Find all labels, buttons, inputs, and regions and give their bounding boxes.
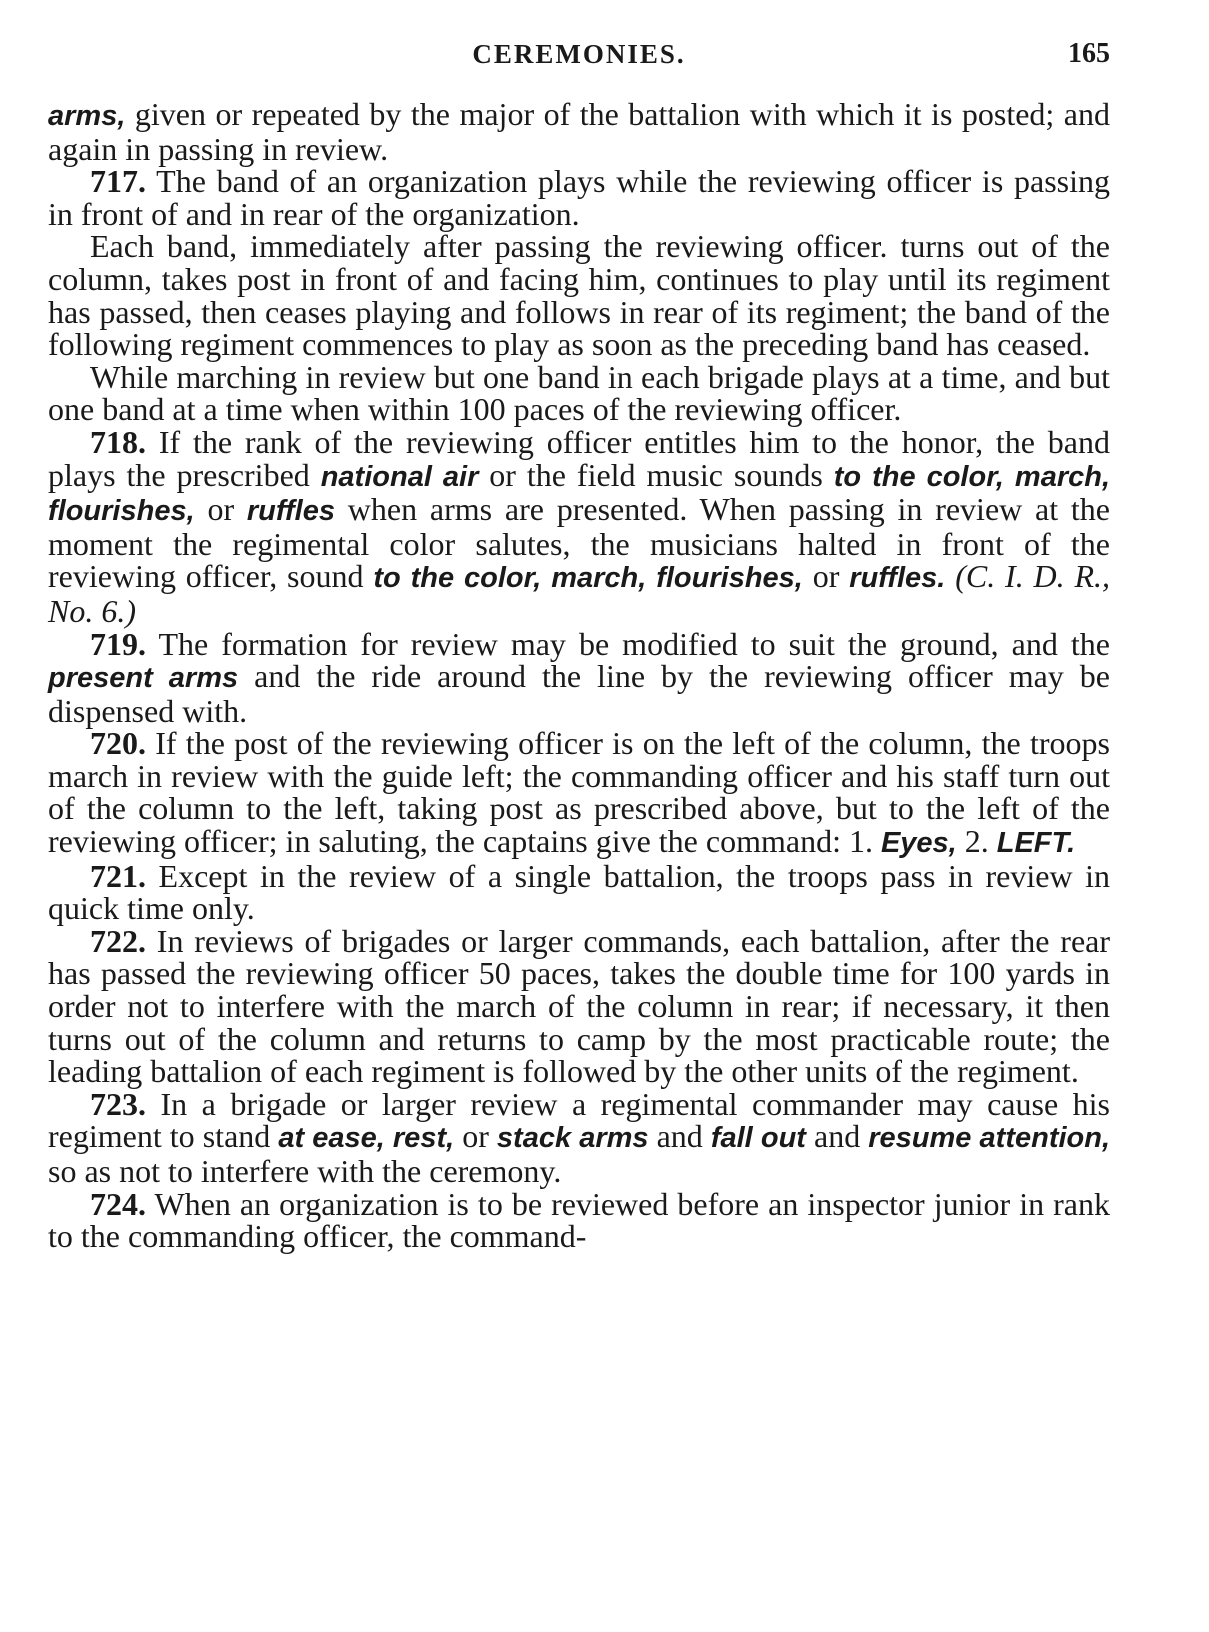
text-run: or: [454, 1118, 497, 1155]
section-number: 717.: [90, 163, 146, 200]
command-term: Eyes,: [880, 827, 957, 860]
paragraph-717-bands: [48, 228, 1110, 363]
text-run: While marching in review but one band in each brigade plays at a time, and but one band at a time when within 100 paces of the reviewing officer.: [48, 358, 1110, 428]
paragraph-continuation: [48, 98, 1110, 165]
page-number: 165: [1068, 38, 1110, 69]
text-run: and: [805, 1118, 869, 1155]
text-run: [945, 558, 955, 594]
command-term: fall out: [710, 1122, 806, 1155]
text-run: If the rank of the reviewing officer entitles him to the honor, the band plays the prescribed: [48, 423, 1110, 493]
text-run: and: [648, 1118, 711, 1155]
command-term: ruffles: [246, 495, 335, 528]
paragraph-722: [48, 922, 1110, 1090]
text-run: Each band, immediately after passing the reviewing officer. turns out of the column, takes post in front of and facing him, continues to play until its regiment has passed, then ceases playing and follows in rear of its regiment; the band of the following regiment commences to play as soon as the preceding band has ceased.: [48, 228, 1110, 363]
text-run: In reviews of brigades or larger commands, each battalion, after the rear has passed the reviewing officer 50 paces, takes the double time for 100 yards in order not to interfere with the march of the column in rear; if necessary, it then turns out of the column and returns to camp by the most practicable route; the leading battalion of each regiment is followed by the other units of the regiment.: [48, 922, 1110, 1090]
citation: (C. I. D. R., No. 6.): [48, 558, 1111, 629]
running-head: [48, 38, 1110, 74]
paragraph-719: [48, 625, 1110, 729]
text-run: The band of an organization plays while the reviewing officer is passing in front of and in rear of the organization.: [48, 163, 1110, 232]
text-run: and the ride around the line by the reviewing officer may be dispensed with.: [48, 658, 1110, 729]
section-number: 719.: [90, 625, 146, 662]
command-term: ruffles.: [849, 562, 946, 595]
text-run: When an organization is to be reviewed before an inspector junior in rank to the commanding officer, the command-: [48, 1185, 1110, 1255]
section-number: 723.: [90, 1085, 146, 1122]
command-term: LEFT.: [996, 827, 1076, 860]
paragraph-721: [48, 857, 1110, 927]
text-run: or: [194, 491, 247, 528]
command-term: at ease, rest,: [278, 1122, 455, 1155]
command-term: to the color, march, flourishes,: [373, 562, 803, 595]
section-number: 721.: [90, 857, 146, 894]
text-run: given or repeated by the major of the battalion with which it is posted; and again in passing in review.: [48, 96, 1110, 167]
paragraph-724: [48, 1185, 1110, 1255]
command-term: arms,: [48, 100, 126, 132]
text-run: so as not to interfere with the ceremony.: [48, 1153, 562, 1189]
command-term: to the color, march, flourishes,: [48, 460, 1111, 528]
command-term: resume attention,: [868, 1122, 1111, 1155]
text-run: In a brigade or larger review a regimental commander may cause his regiment to stand: [48, 1085, 1110, 1155]
text-run: 2.: [956, 823, 997, 860]
text-run: or: [802, 558, 850, 595]
text-run: when arms are presented. When passing in review at the moment the regimental color salutes, the musicians halted in front of the reviewing officer, sound: [48, 491, 1111, 595]
paragraph-717: [48, 165, 1110, 230]
text-run: If the post of the reviewing officer is on the left of the column, the troops march in review with the guide left; the commanding officer and his staff turn out of the column to the left, taking post as prescribed above, but to the left of the reviewing officer; in saluting, the captains give the command: 1.: [48, 725, 1110, 860]
paragraph-723: [48, 1085, 1111, 1189]
paragraph-720: [48, 727, 1110, 859]
paragraph-717-marching: [48, 358, 1110, 428]
paragraph-718: [48, 423, 1111, 629]
running-title: CEREMONIES.: [472, 39, 686, 69]
text-run: The formation for review may be modified to suit the ground, and the: [146, 625, 1110, 662]
section-number: 718.: [90, 423, 146, 460]
command-term: present arms: [48, 662, 239, 695]
command-term: stack arms: [496, 1122, 649, 1155]
book-page: [48, 38, 1110, 1253]
command-term: national air: [320, 460, 479, 493]
section-number: 724.: [90, 1185, 146, 1222]
text-run: or the field music sounds: [478, 456, 834, 493]
section-number: 722.: [90, 922, 146, 959]
text-run: Except in the review of a single battalion, the troops pass in review in quick time only.: [48, 857, 1110, 927]
section-number: 720.: [90, 725, 146, 762]
